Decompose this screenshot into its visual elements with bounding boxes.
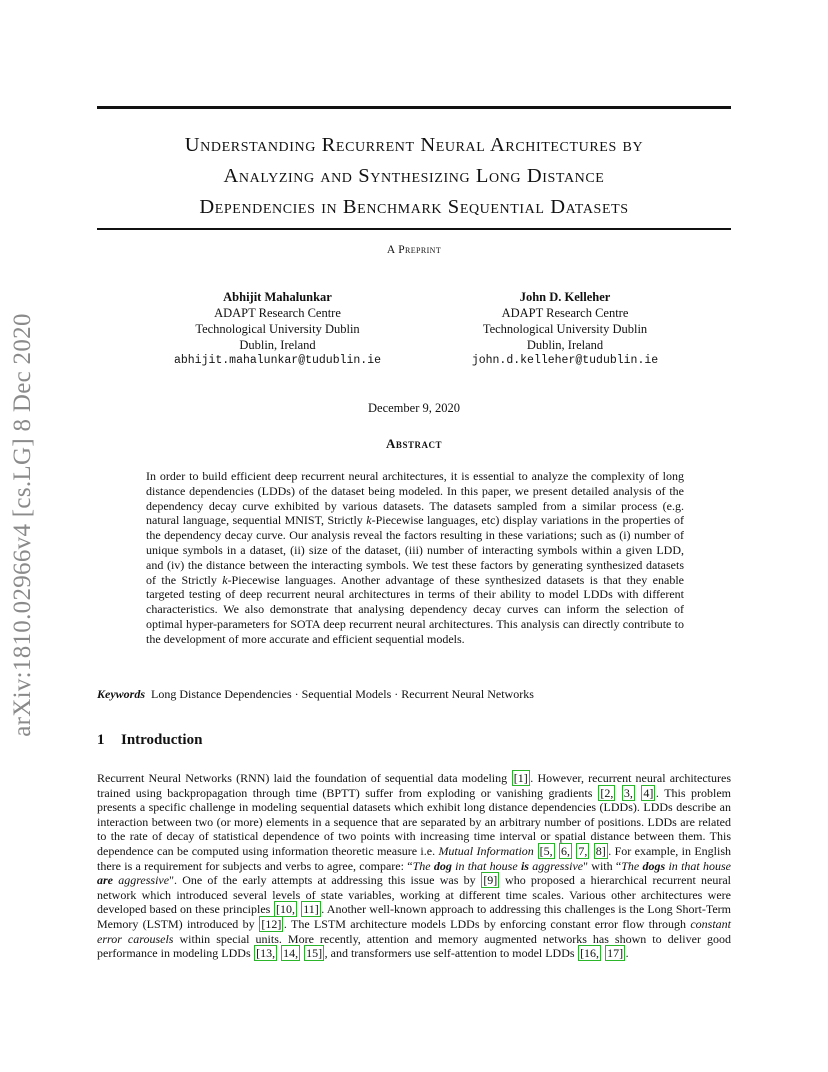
citation-link[interactable]: [16, <box>580 946 600 961</box>
citation-link[interactable]: 11] <box>303 902 319 917</box>
intro-emphasis: constant error carousels <box>97 916 731 946</box>
example-quote: in that house <box>451 858 521 873</box>
citation-link[interactable]: 4] <box>643 785 654 800</box>
intro-text: . Another well-known approach to addressing this challenges is the Long Short-Term Memory (LSTM) introduced by <box>97 902 731 931</box>
author-name: Abhijit Mahalunkar <box>223 290 332 304</box>
example-quote: aggressive <box>528 858 584 873</box>
intro-text: . However, recurrent neural architectures trained using backpropagation through time (BPTT) suffer from exploding or vanishing gradients <box>97 771 731 800</box>
keywords-label: Keywords <box>97 687 145 701</box>
title-line-1: Understanding Recurrent Neural Architectures by <box>184 134 644 156</box>
abstract-text <box>146 469 684 647</box>
abstract-heading: Abstract <box>386 436 442 451</box>
author-affiliation: ADAPT Research Centre <box>501 306 629 320</box>
citation-link[interactable]: [2, <box>600 785 614 800</box>
abstract-math: k <box>222 572 228 587</box>
author-email[interactable]: john.d.kelleher@tudublin.ie <box>471 354 659 367</box>
example-quote: The <box>412 858 434 873</box>
citation-link[interactable]: [9] <box>483 873 498 888</box>
abstract-part: -Piecewise languages, etc) display variations in the properties of the dependency decay curve. Our analysis reveal the factors resulting in these variations; such as (i) number of unique symbols in a dataset, (ii) size of the dataset, (iii) number of interacting symbols within a given LDD, and (iv) the distance between the interacting symbols. We test these factors by generating synthesized datasets of the Strictly <box>146 513 685 587</box>
intro-text: ". One of the early attempts at addressing this issue was by <box>169 873 481 888</box>
section-number: 1 <box>97 732 105 748</box>
citation-link[interactable]: [10, <box>276 902 296 917</box>
citation-link[interactable]: 14, <box>283 946 299 961</box>
intro-text: . For example, in English there is a requirement for subjects and verbs to agree, compare: “ <box>97 843 731 873</box>
example-quote: The <box>621 858 643 873</box>
keywords-text: Long Distance Dependencies · Sequential Models · Recurrent Neural Networks <box>151 687 534 701</box>
author-block-1 <box>160 289 395 369</box>
author-affiliation: Technological University Dublin <box>482 322 648 336</box>
citation-link[interactable]: 6, <box>561 843 571 858</box>
preprint-label: A Preprint <box>386 244 442 256</box>
intro-text: . The LSTM architecture models LDDs by enforcing constant error flow through <box>283 916 691 931</box>
intro-paragraph <box>97 771 731 961</box>
section-heading <box>97 732 731 749</box>
author-name: John D. Kelleher <box>519 290 611 304</box>
author-email[interactable]: abhijit.mahalunkar@tudublin.ie <box>173 354 382 367</box>
paper-date: December 9, 2020 <box>368 401 460 415</box>
intro-text: " with “ <box>583 858 622 873</box>
intro-text: Recurrent Neural Networks (RNN) laid the foundation of sequential data modeling <box>97 771 512 785</box>
citation-link[interactable]: 8] <box>595 843 606 858</box>
citation-link[interactable]: [5, <box>539 843 553 858</box>
author-block-2 <box>440 289 690 369</box>
arxiv-stamp-text: arXiv:1810.02966v4 [cs.LG] 8 Dec 2020 <box>9 313 36 737</box>
citation-link[interactable]: 15] <box>306 946 323 961</box>
abstract-math: k <box>366 513 372 528</box>
abstract-part: In order to build efficient deep recurrent neural architectures, it is essential to analyze the complexity of long distance dependencies (LDDs) of the dataset being modeled. In this paper, we present detailed analysis of the dependency decay curve exhibited by various datasets. The datasets sampled from a similar process (e.g. natural language, sequential MNIST, Strictly <box>146 469 684 528</box>
title-top-rule <box>97 106 731 109</box>
title-line-3: Dependencies in Benchmark Sequential Datasets <box>199 196 629 218</box>
citation-link[interactable]: [12] <box>261 916 282 931</box>
citation-link[interactable]: 3, <box>623 785 633 800</box>
citation-link[interactable]: 7, <box>578 843 588 858</box>
section-title: Introduction <box>121 732 203 748</box>
intro-emphasis: Mutual Information <box>438 843 534 858</box>
intro-text: . This problem presents a specific challenge in modeling sequential datasets which exhibit long distance dependencies (LDDs). LDDs describe an interaction between two (or more) elements in a sequence that are separated by an arbitrary number of positions. LDDs are related to the rate of decay of statistical dependence of two points with increasing time interval or spatial distance between them. This dependence can be computed using information theoretic measure i.e. <box>97 785 732 858</box>
example-quote: in that house <box>665 858 732 873</box>
citation-link[interactable]: [13, <box>256 946 276 961</box>
title-line-2: Analyzing and Synthesizing Long Distance <box>223 165 605 187</box>
intro-text: . <box>625 946 629 961</box>
abstract-part: -Piecewise languages. Another advantage of these synthesized datasets is that they enable targeted testing of deep recurrent neural architectures in terms of their ability to model LDDs with different characteristics. We also demonstrate that analysing dependency decay curves can inform the selection of optimal hyper-parameters for SOTA deep recurrent neural architectures. This analysis can directly contribute to the development of more accurate and efficient sequential models. <box>146 572 684 646</box>
author-affiliation: Technological University Dublin <box>195 322 360 336</box>
example-quote: dogs <box>642 858 666 873</box>
citation-link[interactable]: 17] <box>607 946 624 961</box>
author-location: Dublin, Ireland <box>526 338 604 352</box>
title-bottom-rule <box>97 228 731 230</box>
author-affiliation: ADAPT Research Centre <box>214 306 341 320</box>
citation-link[interactable]: [1] <box>513 771 528 785</box>
paper-title <box>97 130 731 223</box>
intro-text: , and transformers use self-attention to model LDDs <box>324 946 578 961</box>
keywords-line <box>97 687 731 702</box>
author-location: Dublin, Ireland <box>239 338 316 352</box>
example-quote: are <box>97 873 113 888</box>
example-quote: is <box>520 858 529 873</box>
intro-text: within special units. More recently, attention and memory augmented networks has shown to deliver good performance in modeling LDDs <box>97 931 731 961</box>
example-quote: aggressive <box>113 873 170 888</box>
intro-text: who proposed a hierarchical recurrent neural network which introduced several levels of state variables, working at different time scales. Various other architectures were developed based on these principles <box>97 873 731 917</box>
example-quote: dog <box>433 858 452 873</box>
